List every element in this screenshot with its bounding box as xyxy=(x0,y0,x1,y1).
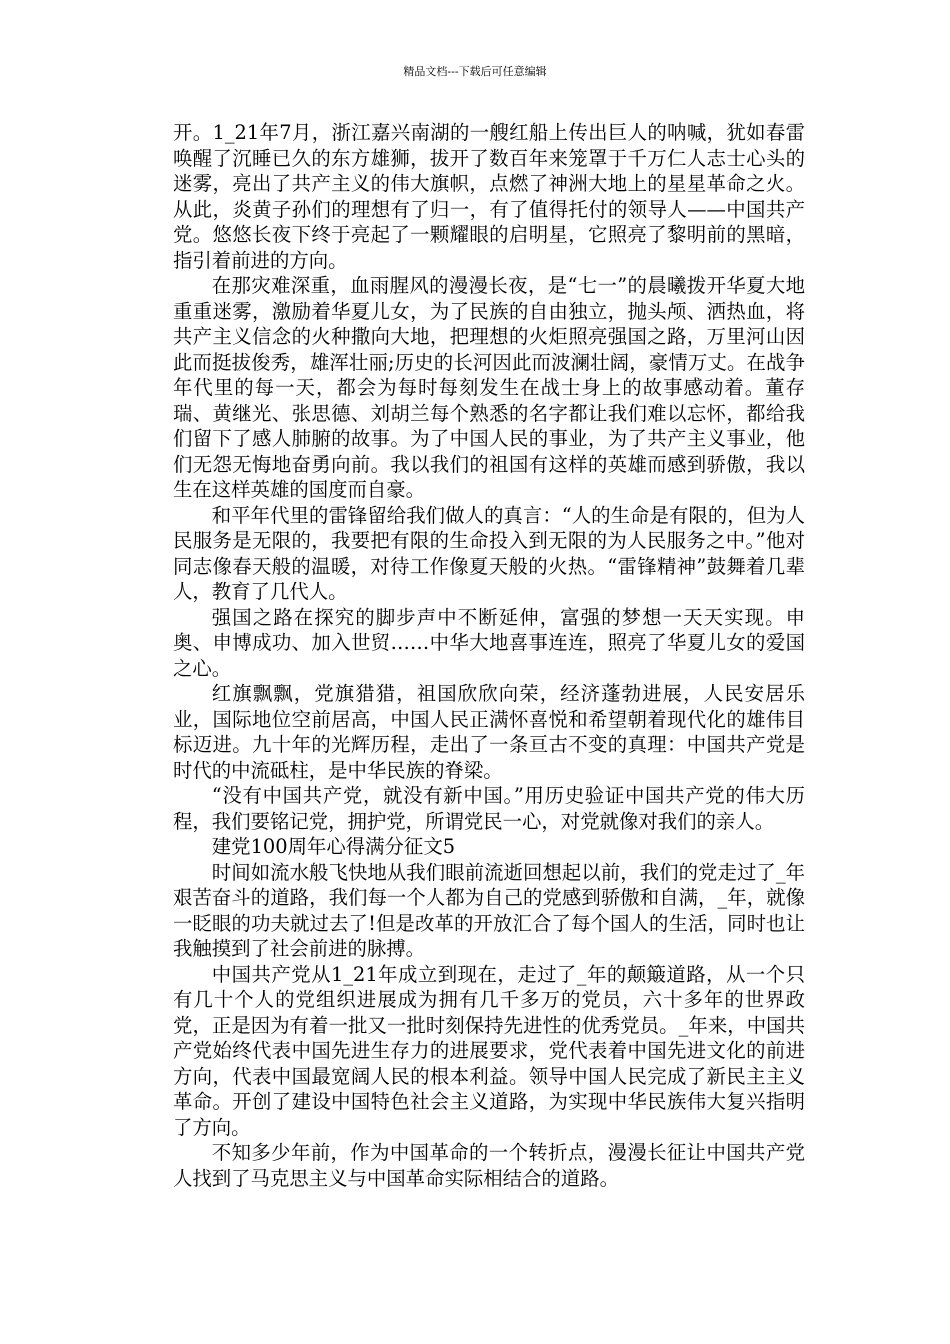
page-header: 精品文档---下载后可任意编辑 xyxy=(403,65,547,78)
paragraph: 不知多少年前，作为中国革命的一个转折点，漫漫长征让中国共产党人找到了马克思主义与中国革命实际相结合的道路。 xyxy=(173,1141,805,1190)
paragraph: 中国共产党从1_21年成立到现在，走过了_年的颠簸道路，从一个只有几十个人的党组织进展成为拥有几千多万的党员，六十多年的世界政党，正是因为有着一批又一批时刻保持先进性的优秀党员。_年来，中国共产党始终代表中国先进生存力的进展要求，党代表着中国先进文化的前进方向，代表中国最宽阔人民的根本利益。领导中国人民完成了新民主主义革命。开创了建设中国特色社会主义道路，为实现中华民族伟大复兴指明了方向。 xyxy=(173,962,805,1139)
paragraph: 在那灾难深重，血雨腥风的漫漫长夜，是“七一”的晨曦拨开华夏大地重重迷雾，激励着华夏儿女，为了民族的自由独立，抛头颅、洒热血，将共产主义信念的火种撒向大地，把理想的火炬照亮强国之路，万里河山因此而挺拔俊秀，雄浑壮丽;历史的长河因此而波澜壮阔，豪情万丈。在战争年代里的每一天，都会为每时每刻发生在战士身上的故事感动着。董存瑞、黄继光、张思德、刘胡兰每个熟悉的名字都让我们难以忘怀，都给我们留下了感人肺腑的故事。为了中国人民的事业，为了共产主义事业，他们无怨无悔地奋勇向前。我以我们的祖国有这样的英雄而感到骄傲，我以生在这样英雄的国度而自豪。 xyxy=(173,274,805,501)
paragraph: 和平年代里的雷锋留给我们做人的真言：“人的生命是有限的，但为人民服务是无限的，我要把有限的生命投入到无限的为人民服务之中。”他对同志像春天般的温暖，对待工作像夏天般的火热。“雷锋精神”鼓舞着几辈人，教育了几代人。 xyxy=(173,503,805,603)
paragraph: 红旗飘飘，党旗猎猎，祖国欣欣向荣，经济蓬勃进展，人民安居乐业，国际地位空前居高，中国人民正满怀喜悦和希望朝着现代化的雄伟目标迈进。九十年的光辉历程，走出了一条亘古不变的真理：中国共产党是时代的中流砥柱，是中华民族的脊梁。 xyxy=(173,682,805,782)
paragraph: 强国之路在探究的脚步声中不断延伸，富强的梦想一天天实现。申奥、申博成功、加入世贸……中华大地喜事连连，照亮了华夏儿女的爱国之心。 xyxy=(173,605,805,680)
paragraph: “没有中国共产党，就没有新中国。”用历史验证中国共产党的伟大历程，我们要铭记党，拥护党，所谓党民一心，对党就像对我们的亲人。 xyxy=(173,784,805,833)
document-body xyxy=(173,120,805,1191)
paragraph: 时间如流水般飞快地从我们眼前流逝回想起以前，我们的党走过了_年艰苦奋斗的道路，我们每一个人都为自己的党感到骄傲和自满，_年，就像一眨眼的功夫就过去了!但是改革的开放汇合了每个国人的生活，同时也让我触摸到了社会前进的脉搏。 xyxy=(173,860,805,960)
paragraph: 开。1_21年7月，浙江嘉兴南湖的一艘红船上传出巨人的呐喊，犹如春雷唤醒了沉睡已久的东方雄狮，拔开了数百年来笼罩于千万仁人志士心头的迷雾，亮出了共产主义的伟大旗帜，点燃了神洲大地上的星星革命之火。从此，炎黄子孙们的理想有了归一，有了值得托付的领导人——中国共产党。悠悠长夜下终于亮起了一颗耀眼的启明星，它照亮了黎明前的黑暗，指引着前进的方向。 xyxy=(173,121,805,272)
section-heading: 建党100周年心得满分征文5 xyxy=(211,835,456,858)
